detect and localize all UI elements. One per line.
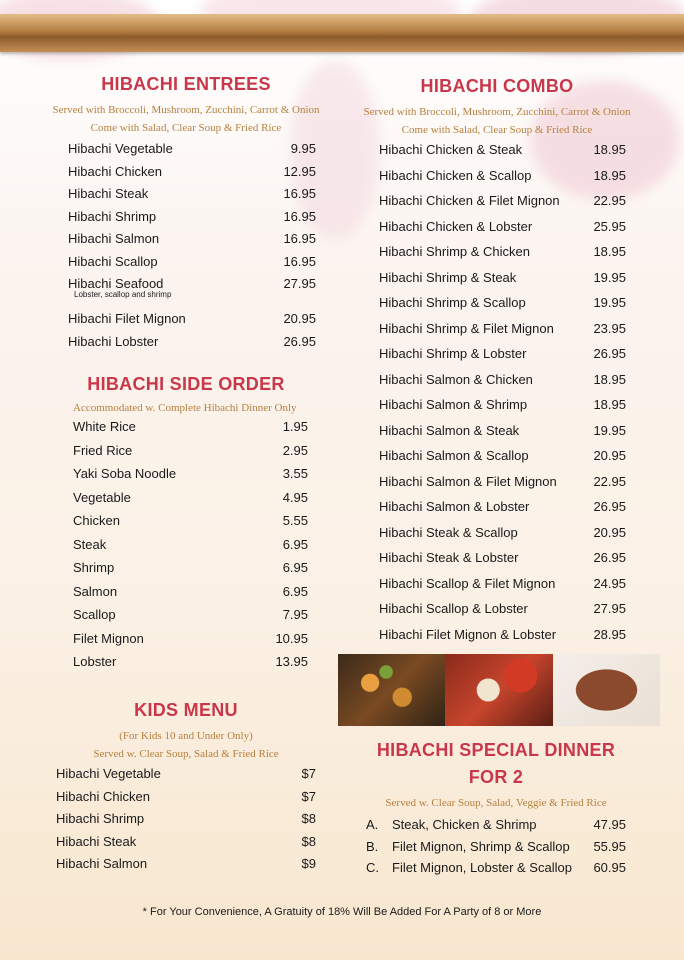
entrees-title: HIBACHI ENTREES [101, 74, 271, 94]
menu-item: Hibachi Salmon & Filet Mignon 22.95 [379, 473, 626, 489]
menu-item: Scallop 7.95 [73, 607, 308, 622]
menu-item: Hibachi Salmon & Chicken 18.95 [379, 371, 626, 387]
menu-item-note: Lobster, scallop and shrimp [74, 290, 172, 299]
side-order-section [50, 374, 322, 678]
menu-item: Yaki Soba Noodle 3.55 [73, 466, 308, 481]
menu-item: Hibachi Steak $8 [56, 833, 316, 849]
special-dinner-section [356, 740, 636, 879]
menu-item: Hibachi Shrimp $8 [56, 811, 316, 826]
gratuity-note: * For Your Convenience, A Gratuity of 18% Will Be Added For A Party of 8 or More [142, 906, 542, 918]
kids-menu-subtitle: (For Kids 10 and Under Only) [119, 730, 253, 742]
menu-item: Hibachi Salmon & Steak 19.95 [379, 422, 626, 438]
combo-subtitle: Served with Broccoli, Mushroom, Zucchini, Carrot & Onion [363, 106, 631, 118]
kids-menu-title: KIDS MENU [134, 700, 238, 720]
menu-item: Hibachi Vegetable 9.95 [68, 141, 316, 156]
menu-item: Hibachi Steak & Scallop 20.95 [379, 524, 626, 540]
menu-item: White Rice 1.95 [73, 419, 308, 434]
kids-menu-section [50, 700, 322, 879]
special-dinner-title: HIBACHI SPECIAL DINNER [376, 740, 616, 760]
menu-item: Hibachi Vegetable $7 [56, 766, 316, 781]
menu-item: Hibachi Shrimp & Scallop 19.95 [379, 295, 626, 310]
menu-item: Vegetable 4.95 [73, 489, 308, 505]
entrees-subtitle-2: Come with Salad, Clear Soup & Fried Rice [90, 122, 282, 134]
menu-item: Hibachi Salmon 16.95 [68, 231, 316, 246]
steak-photo [553, 654, 660, 726]
menu-item: Hibachi Salmon & Scallop 20.95 [379, 448, 626, 463]
menu-item: Hibachi Chicken & Lobster 25.95 [379, 218, 626, 234]
menu-item: Hibachi Scallop & Filet Mignon 24.95 [379, 575, 626, 591]
menu-item: Hibachi Salmon $9 [56, 856, 316, 871]
menu-item: Hibachi Seafood 27.95 Lobster, scallop and shrimp [68, 276, 316, 299]
menu-item: B. Filet Mignon, Shrimp & Scallop 55.95 [366, 838, 626, 854]
menu-item: Chicken 5.55 [73, 513, 308, 528]
menu-item: Hibachi Lobster 26.95 [68, 334, 316, 349]
menu-item: Hibachi Salmon & Lobster 26.95 [379, 499, 626, 514]
menu-item: Hibachi Shrimp 16.95 [68, 208, 316, 224]
menu-item: Shrimp 6.95 [73, 560, 308, 575]
menu-item: Hibachi Steak & Lobster 26.95 [379, 550, 626, 565]
menu-item: Hibachi Scallop & Lobster 27.95 [379, 601, 626, 616]
special-dinner-title-2: FOR 2 [468, 767, 524, 787]
menu-item: Salmon 6.95 [73, 583, 308, 599]
kids-menu-subtitle-2: Served w. Clear Soup, Salad & Fried Rice [93, 748, 279, 760]
menu-item: A. Steak, Chicken & Shrimp 47.95 [366, 817, 626, 833]
entrees-subtitle: Served with Broccoli, Mushroom, Zucchini, Carrot & Onion [52, 104, 320, 116]
special-dinner-subtitle: Served w. Clear Soup, Salad, Veggie & Fried Rice [385, 797, 607, 809]
menu-item: Hibachi Chicken 12.95 [68, 163, 316, 179]
menu-item: Steak 6.95 [73, 536, 308, 552]
menu-item: Fried Rice 2.95 [73, 442, 308, 458]
menu-item: Hibachi Chicken & Scallop 18.95 [379, 167, 626, 183]
lobster-photo [445, 654, 552, 726]
menu-item: C. Filet Mignon, Lobster & Scallop 60.95 [366, 860, 626, 876]
menu-item: Hibachi Shrimp & Steak 19.95 [379, 269, 626, 285]
menu-item: Hibachi Shrimp & Filet Mignon 23.95 [379, 320, 626, 336]
menu-item: Hibachi Shrimp & Chicken 18.95 [379, 244, 626, 259]
grilled-skewers-photo [338, 654, 445, 726]
menu-item: Hibachi Filet Mignon 20.95 [68, 311, 316, 326]
food-photo [338, 654, 660, 726]
combo-subtitle-2: Come with Salad, Clear Soup & Fried Rice [401, 124, 593, 136]
menu-item: Hibachi Filet Mignon & Lobster 28.95 [379, 626, 626, 642]
side-order-subtitle: Accommodated w. Complete Hibachi Dinner Only [73, 402, 297, 414]
menu-item: Hibachi Shrimp & Lobster 26.95 [379, 346, 626, 361]
entrees-section [50, 74, 322, 357]
menu-item: Lobster 13.95 [73, 654, 308, 669]
menu-item: Hibachi Steak 16.95 [68, 186, 316, 201]
combo-section [362, 76, 632, 652]
header-banner [0, 14, 684, 52]
menu-item: Hibachi Chicken & Steak 18.95 [379, 142, 626, 157]
combo-title: HIBACHI COMBO [420, 76, 574, 96]
menu-item: Hibachi Scallop 16.95 [68, 253, 316, 269]
side-order-title: HIBACHI SIDE ORDER [87, 374, 285, 394]
menu-item: Hibachi Salmon & Shrimp 18.95 [379, 397, 626, 412]
menu-item: Hibachi Chicken $7 [56, 788, 316, 804]
menu-item: Hibachi Chicken & Filet Mignon 22.95 [379, 193, 626, 208]
menu-item: Filet Mignon 10.95 [73, 630, 308, 646]
